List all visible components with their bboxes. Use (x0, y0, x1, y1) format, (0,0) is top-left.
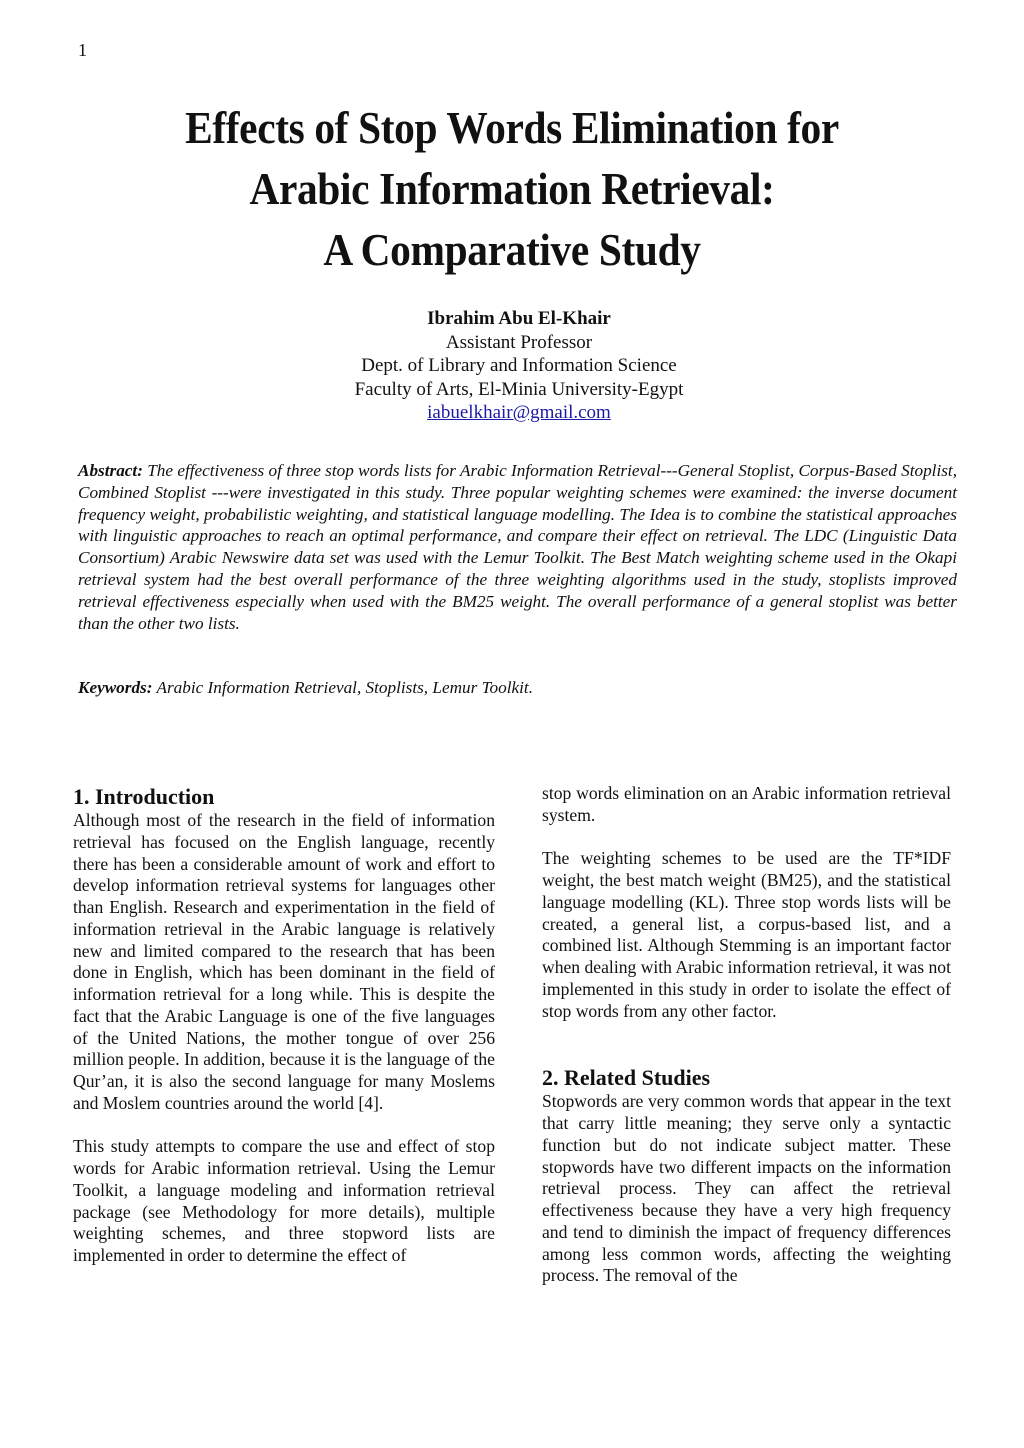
author-email-link[interactable]: iabuelkhair@gmail.com (427, 402, 611, 423)
paragraph: The weighting schemes to be used are the TF*IDF weight, the best match weight (BM25), and the statistical language modelling (KL). Three stop words lists will be created, a general list, a corpus-based list, and a combined list. Although Stemming is an important factor when dealing with Arabic information retrieval, it was not implemented in this study in order to isolate the effect of stop words from any other factor. (542, 848, 951, 1021)
page-number: 1 (78, 40, 87, 60)
author-block (0, 307, 1024, 425)
paragraph-continued: stop words elimination on an Arabic information retrieval system. (542, 783, 951, 825)
paragraph: Stopwords are very common words that appear in the text that carry little meaning; they serve only a syntactic function but do not indicate subject matter. These stopwords have two different impacts on the information retrieval process. They can affect the retrieval effectiveness because they have a very high frequency and tend to diminish the impact of frequency differences among less common words, affecting the weighting process. The removal of the (542, 1091, 951, 1286)
title-line-3: A Comparative Study (323, 225, 701, 275)
title-line-1: Effects of Stop Words Elimination for (185, 103, 839, 153)
author-department: Dept. of Library and Information Science (361, 355, 677, 376)
keywords (78, 677, 957, 699)
abstract-text: The effectiveness of three stop words lists for Arabic Information Retrieval---General Stoplist, Corpus-Based Stoplist, Combined Stoplist ---were investigated in this study. Three popular weighting schemes were examined: the inverse document frequency weight, probabilistic weighting, and statistical language modelling. The Idea is to combine the statistical approaches with linguistic approaches to reach an optimal performance, and compare their effect on retrieval. The LDC (Linguistic Data Consortium) Arabic Newswire data set was used with the Lemur Toolkit. The Best Match weighting scheme used in the Okapi retrieval system had the best overall performance of the three weighting algorithms used in the study, stoplists improved retrieval effectiveness especially when used with the BM25 weight. The overall performance of a general stoplist was better than the other two lists. (78, 461, 957, 633)
paragraph: Although most of the research in the field of information retrieval has focused on the English language, recently there has been a considerable amount of work and effort to develop information retrieval systems for languages other than English. Research and experimentation in the field of information retrieval in the Arabic language is relatively new and limited compared to the research that has been done in English, which has been dominant in the field of information retrieval for a long while. This is despite the fact that the Arabic Language is one of the five languages of the United Nations, the mother tongue of over 256 million people. In addition, because it is the language of the Qur’an, it is also the second language for many Moslems and Moslem countries around the world [4]. (73, 810, 495, 1113)
paper-title (0, 98, 1024, 281)
paragraph: This study attempts to compare the use and effect of stop words for Arabic information retrieval. Using the Lemur Toolkit, a language modeling and information retrieval package (see Methodology for more details), multiple weighting schemes, and three stopword lists are implemented in order to determine the effect of (73, 1136, 495, 1265)
section-heading-related-studies: 2. Related Studies (542, 1065, 711, 1091)
author-affiliation: Faculty of Arts, El-Minia University-Egypt (354, 378, 684, 400)
left-column (73, 784, 495, 1267)
abstract-label: Abstract: (78, 461, 143, 480)
keywords-text: Arabic Information Retrieval, Stoplists, Lemur Toolkit. (152, 678, 533, 697)
title-line-2: Arabic Information Retrieval: (249, 164, 775, 214)
author-position: Assistant Professor (445, 331, 593, 353)
abstract (78, 460, 957, 634)
right-column (542, 783, 951, 1287)
author-name: Ibrahim Abu El-Khair (427, 308, 611, 329)
section-heading-introduction: 1. Introduction (73, 784, 215, 809)
keywords-label: Keywords: (78, 678, 153, 697)
